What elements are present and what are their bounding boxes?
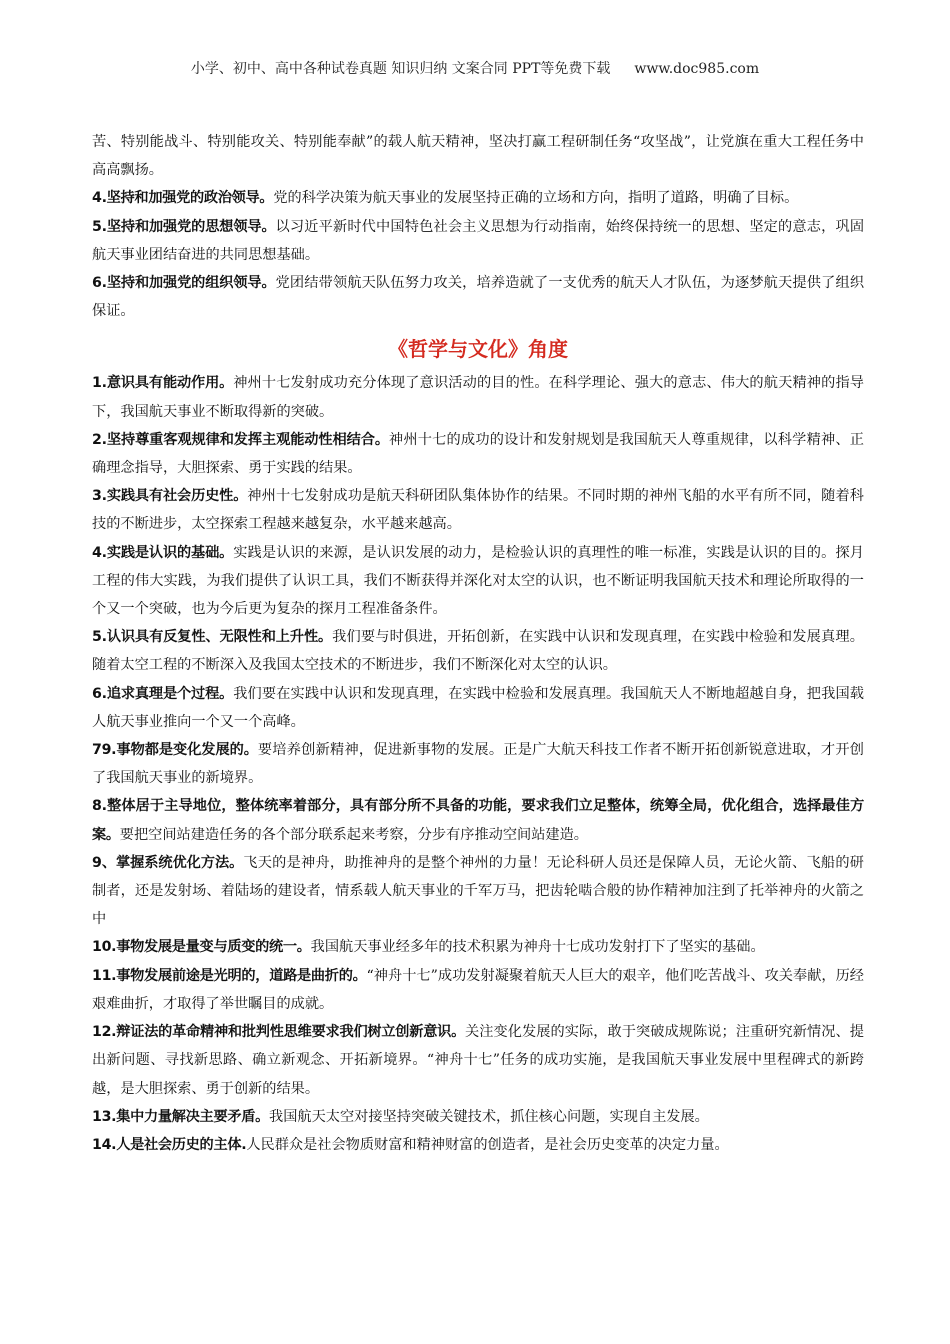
item-body: 关注变化发展的实际，敢于突破成规陈说；注重研究新情况、提出新问题、寻找新思路、确立新观念、开拓新境界。“神舟十七”任务的成功实施，是我国航天事业发展中里程碑式的新跨越，是大胆探索、勇于创新的结果。 [92, 1024, 864, 1097]
item-body: 实践是认识的来源，是认识发展的动力，是检验认识的真理性的唯一标准，实践是认识的目的。探月工程的伟大实践，为我们提供了认识工具，我们不断获得并深化对太空的认识，也不断证明我国航天技术和理论所取得的一个又一个突破，也为今后更为复杂的探月工程准备条件。 [92, 544, 864, 618]
list-item [92, 933, 864, 961]
page-header [0, 58, 950, 78]
item-heading: 6.坚持和加强党的组织领导。 [92, 275, 276, 292]
item-heading: 79.事物都是变化发展的。 [92, 742, 258, 759]
header-text: 小学、初中、高中各种试卷真题 知识归纳 文案合同 PPT等免费下载 [190, 61, 611, 77]
item-body: 我国航天事业经多年的技术积累为神舟十七成功发射打下了坚实的基础。 [310, 939, 765, 956]
list-item [92, 269, 864, 325]
item-heading: 3.实践具有社会历史性。 [92, 488, 248, 505]
list-item [92, 426, 864, 482]
list-item [92, 1131, 864, 1159]
list-item [92, 849, 864, 934]
item-heading: 12.辩证法的革命精神和批判性思维要求我们树立创新意识。 [92, 1024, 466, 1041]
list-item [92, 623, 864, 679]
document-body [92, 128, 864, 1159]
item-body: 党团结带领航天队伍努力攻关，培养造就了一支优秀的航天人才队伍，为逐梦航天提供了组织保证。 [92, 275, 865, 320]
item-heading: 14.人是社会历史的主体. [92, 1136, 247, 1153]
item-body: “神舟十七”成功发射凝聚着航天人巨大的艰辛，他们吃苦战斗、攻关奉献，历经艰难曲折，才取得了举世瞩目的成就。 [92, 967, 864, 1012]
item-heading: 1.意识具有能动作用。 [92, 375, 234, 392]
item-body: 神州十七发射成功是航天科研团队集体协作的结果。不同时期的神州飞船的水平有所不同，随着科技的不断进步，太空探索工程越来越复杂，水平越来越高。 [92, 488, 864, 533]
item-body: 神州十七的成功的设计和发射规划是我国航天人尊重规律，以科学精神、正确理念指导，大胆探索、勇于实践的结果。 [92, 431, 864, 477]
item-body: 党的科学决策为航天事业的发展坚持正确的立场和方向，指明了道路，明确了目标。 [273, 190, 799, 207]
list-item [92, 962, 864, 1018]
item-heading: 10.事物发展是量变与质变的统一。 [92, 939, 311, 956]
item-heading: 2.坚持尊重客观规律和发挥主观能动性相结合。 [92, 431, 389, 448]
item-heading: 9、掌握系统优化方法。 [92, 854, 244, 871]
item-body: 飞天的是神舟，助推神舟的是整个神州的力量！无论科研人员还是保障人员，无论火箭、飞船的研制者，还是发射场、着陆场的建设者，情系载人航天事业的千军万马，把齿轮啮合般的协作精神加注到了托举神舟的火箭之中 [92, 854, 864, 928]
item-heading: 4.坚持和加强党的政治领导。 [92, 190, 274, 207]
header-site: www.doc985.com [634, 61, 760, 77]
list-item [92, 680, 864, 736]
list-item [92, 184, 864, 212]
item-heading: 8.整体居于主导地位，整体统率着部分，具有部分所不具备的功能，要求我们立足整体，统筹全局，优化组合，选择最佳方案。 [92, 798, 864, 843]
list-item [92, 1018, 864, 1103]
item-body: 要培养创新精神，促进新事物的发展。正是广大航天科技工作者不断开拓创新锐意进取，才开创了我国航天事业的新境界。 [92, 742, 864, 787]
philosophy-list [92, 369, 864, 1159]
item-heading: 5.坚持和加强党的思想领导。 [92, 218, 276, 235]
intro-paragraph: 苦、特别能战斗、特别能攻关、特别能奉献”的载人航天精神，坚决打赢工程研制任务“攻坚战”，让党旗在重大工程任务中高高飘扬。 [92, 134, 864, 179]
item-heading: 13.集中力量解决主要矛盾。 [92, 1108, 269, 1125]
item-body: 我国航天太空对接坚持突破关键技术，抓住核心问题，实现自主发展。 [269, 1108, 709, 1125]
item-heading: 6.追求真理是个过程。 [92, 685, 234, 702]
party-leadership-list [92, 184, 864, 325]
list-item [92, 792, 864, 848]
item-body: 要把空间站建造任务的各个部分联系起来考察，分步有序推动空间站建造。 [119, 826, 588, 843]
list-item [92, 369, 864, 425]
item-body: 神州十七发射成功充分体现了意识活动的目的性。在科学理论、强大的意志、伟大的航天精神的指导下，我国航天事业不断取得新的突破。 [92, 375, 864, 420]
item-body: 以习近平新时代中国特色社会主义思想为行动指南，始终保持统一的思想、坚定的意志，巩固航天事业团结奋进的共同思想基础。 [92, 218, 865, 263]
list-item [92, 482, 864, 538]
section-title: 《哲学与文化》角度 [388, 337, 568, 362]
item-heading: 4.实践是认识的基础。 [92, 544, 234, 561]
item-body: 我们要与时俱进，开拓创新，在实践中认识和发现真理，在实践中检验和发展真理。随着太空工程的不断深入及我国太空技术的不断进步，我们不断深化对太空的认识。 [92, 629, 864, 674]
list-item [92, 736, 864, 792]
item-heading: 5.认识具有反复性、无限性和上升性。 [92, 629, 333, 646]
list-item [92, 539, 864, 624]
item-body: 我们要在实践中认识和发现真理，在实践中检验和发展真理。我国航天人不断地超越自身，把我国载人航天事业推向一个又一个高峰。 [92, 685, 864, 730]
list-item [92, 213, 864, 269]
item-body: 人民群众是社会物质财富和精神财富的创造者，是社会历史变革的决定力量。 [246, 1136, 729, 1153]
list-item [92, 1103, 864, 1131]
item-heading: 11.事物发展前途是光明的，道路是曲折的。 [92, 967, 367, 984]
